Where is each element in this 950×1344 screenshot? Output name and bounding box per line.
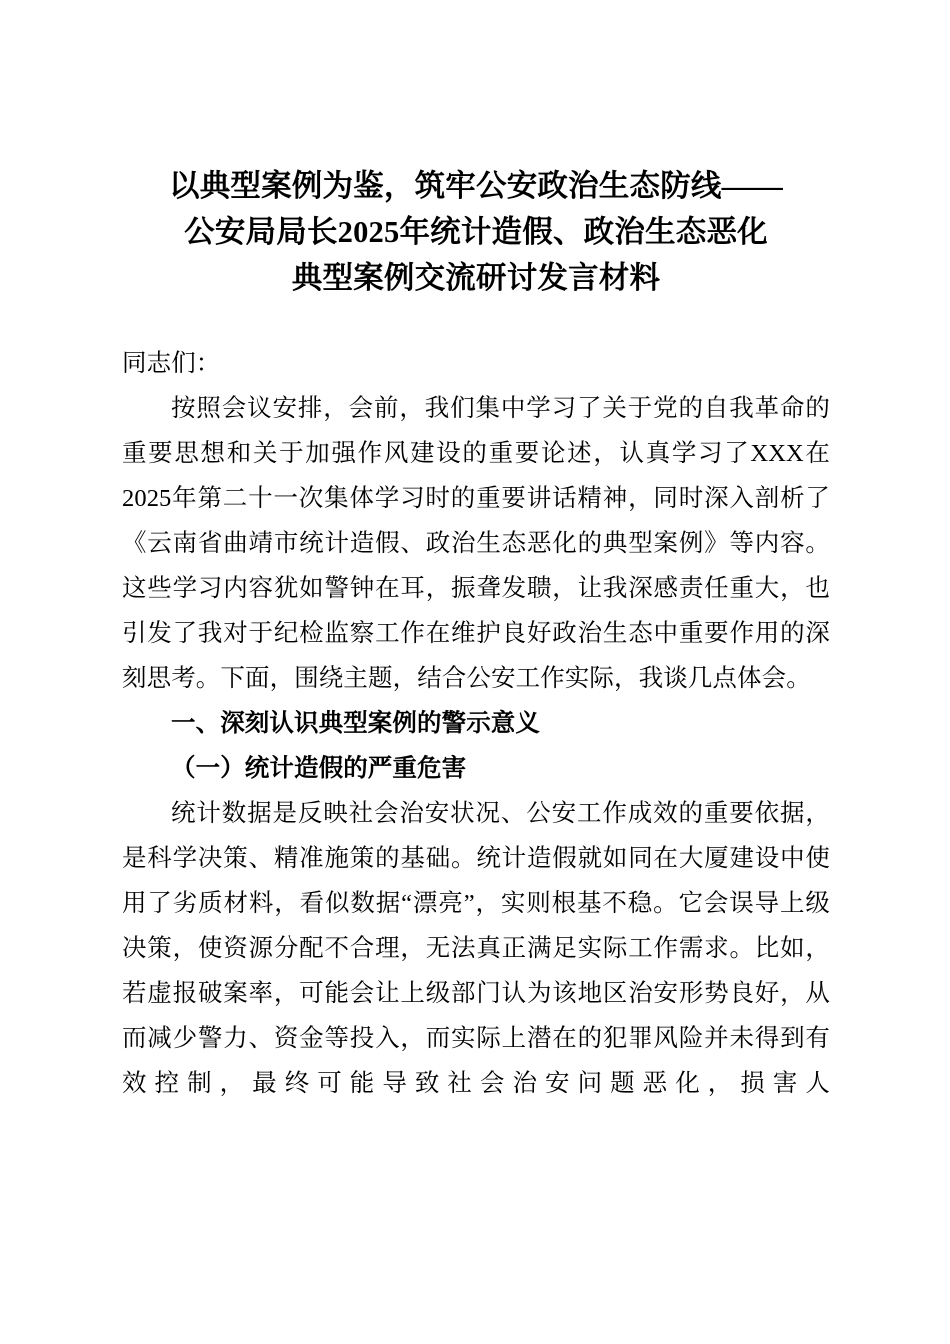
salutation: 同志们： bbox=[122, 350, 221, 377]
subsection-heading-1: （一）统计造假的严重危害 bbox=[171, 755, 467, 782]
page-title bbox=[122, 0, 830, 301]
section-heading-1: 一、深刻认识典型案例的警示意义 bbox=[171, 710, 540, 737]
document-content bbox=[122, 0, 830, 1106]
title-line-2: 公安局局长2025年统计造假、政治生态恶化 bbox=[184, 215, 768, 249]
section-paragraph-1: 统计数据是反映社会治安状况、公安工作成效的重要依据，是科学决策、精准施策的基础。统计造假就如同在大厦建设中使用了劣质材料，看似数据“漂亮”，实则根基不稳。它会误导上级决策，使资源分配不合理，无法真正满足实际工作需求。比如，若虚报破案率，可能会让上级部门认为该地区治安形势良好，从而减少警力、资金等投入，而实际上潜在的犯罪风险并未得到有效控制，最终可能导致社会治安问题恶化，损害人 bbox=[122, 800, 830, 1097]
title-line-3: 典型案例交流研讨发言材料 bbox=[291, 261, 661, 295]
title-line-1: 以典型案例为鉴，筑牢公安政治生态防线—— bbox=[169, 169, 783, 203]
opening-paragraph: 按照会议安排，会前，我们集中学习了关于党的自我革命的重要思想和关于加强作风建设的重要论述，认真学习了XXX在2025年第二十一次集体学习时的重要讲话精神，同时深入剖析了《云南省曲靖市统计造假、政治生态恶化的典型案例》等内容。这些学习内容犹如警钟在耳，振聋发聩，让我深感责任重大，也引发了我对于纪检监察工作在维护良好政治生态中重要作用的深刻思考。下面，围绕主题，结合公安工作实际，我谈几点体会。 bbox=[122, 395, 830, 692]
